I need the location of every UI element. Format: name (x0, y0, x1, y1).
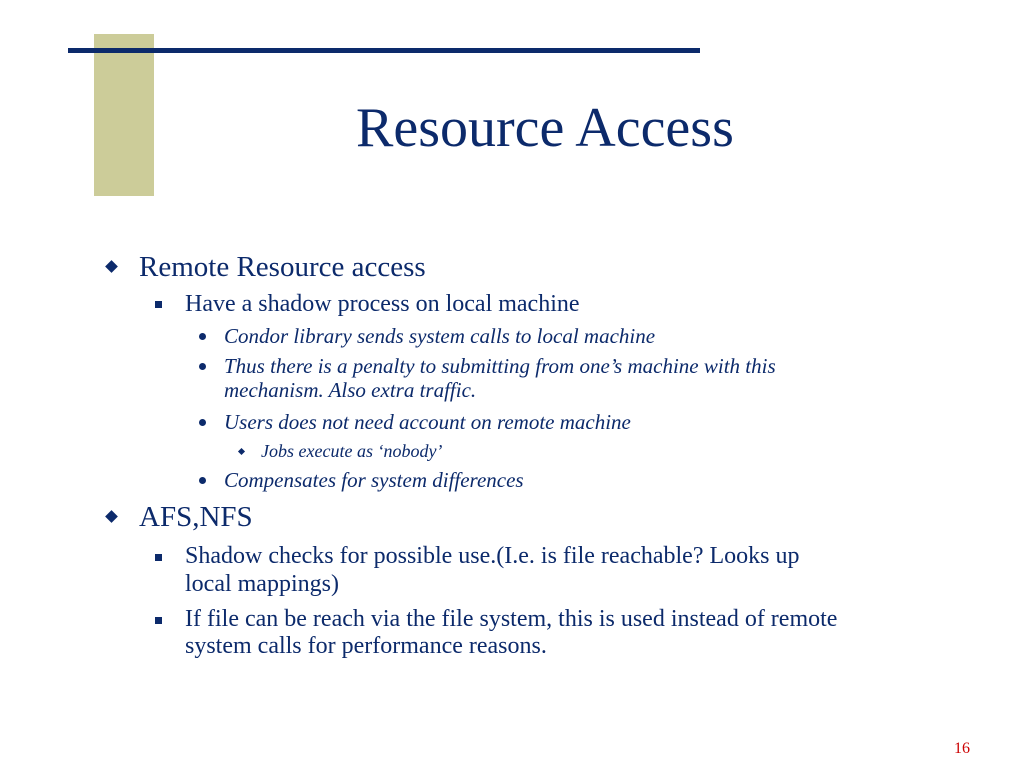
bullet-text: Jobs execute as ‘nobody’ (261, 441, 443, 461)
bullet-text: Have a shadow process on local machine (185, 291, 580, 317)
bullet-text: Condor library sends system calls to local machine (224, 324, 656, 348)
square-bullet-icon (155, 301, 162, 308)
page-number: 16 (954, 740, 970, 757)
bullet-text-line-1: If file can be reach via the file system, this is used instead of remote (185, 606, 838, 632)
title-accent-block (94, 34, 154, 196)
bullet-text: AFS,NFS (139, 501, 253, 533)
dot-bullet-icon (199, 333, 206, 340)
bullet-text: Users does not need account on remote machine (224, 410, 631, 434)
diamond-bullet-icon (105, 510, 118, 523)
slide-title: Resource Access (356, 97, 734, 159)
diamond-bullet-icon (105, 260, 118, 273)
bullet-text-line-2: local mappings) (185, 571, 339, 597)
title-accent-rule (68, 48, 700, 53)
bullet-text-line-1: Thus there is a penalty to submitting from one’s machine with this (224, 354, 776, 378)
bullet-text: Compensates for system differences (224, 468, 524, 492)
bullet-text-line-1: Shadow checks for possible use.(I.e. is file reachable? Looks up (185, 543, 800, 569)
dot-bullet-icon (199, 363, 206, 370)
dot-bullet-icon (199, 477, 206, 484)
bullet-text-line-2: mechanism. Also extra traffic. (224, 378, 477, 402)
square-bullet-icon (155, 617, 162, 624)
bullet-text: Remote Resource access (139, 251, 426, 283)
dot-bullet-icon (199, 419, 206, 426)
bullet-text-line-2: system calls for performance reasons. (185, 633, 547, 659)
square-bullet-icon (155, 554, 162, 561)
small-diamond-bullet-icon (238, 448, 245, 455)
